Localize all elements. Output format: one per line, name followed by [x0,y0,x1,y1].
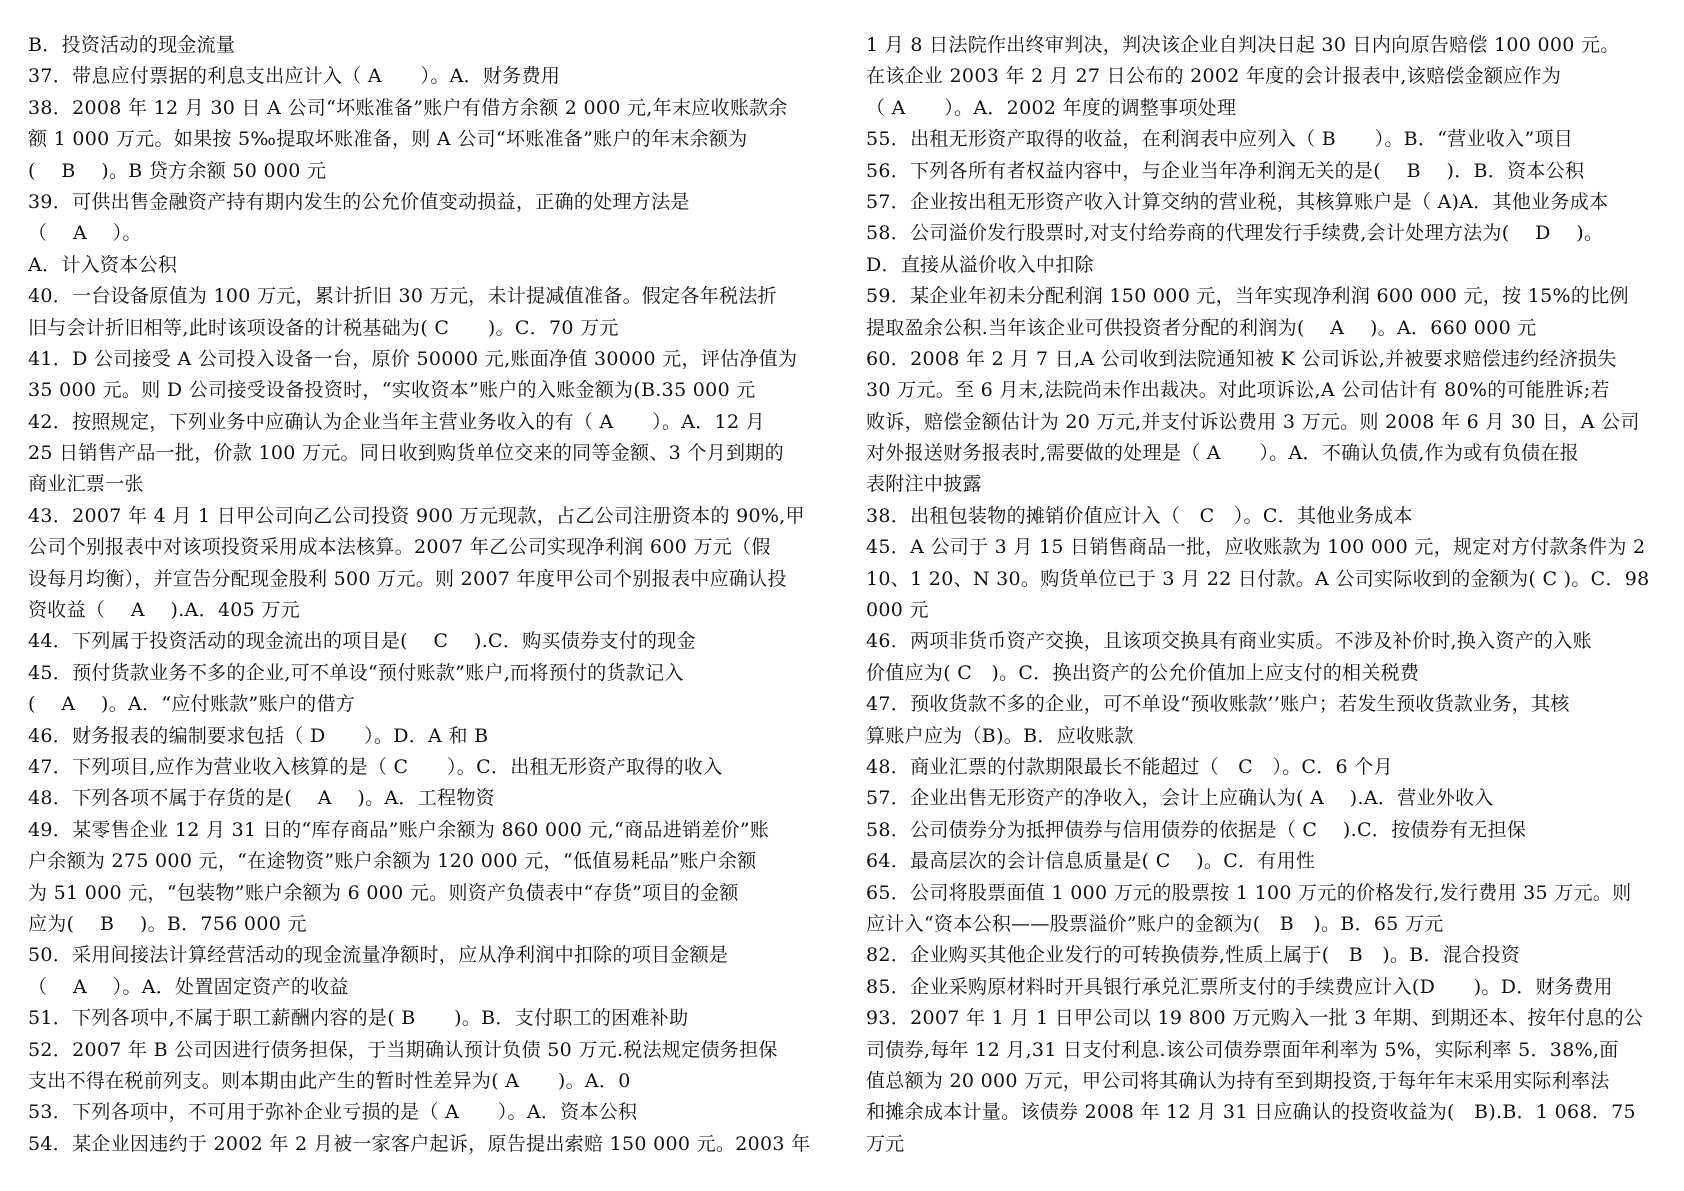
left-text-line: 49．某零售企业 12 月 31 日的“库存商品”账户余额为 860 000 元,“商品进销差价”账 [28,818,770,841]
right-text-line: 55．出租无形资产取得的收益，在利润表中应列入（ B ）。B．“营业收入”项目 [866,128,1574,151]
right-text-line: 47．预收货款不多的企业，可不单设“预收账款’’账户；若发生预收货款业务，其核 [866,693,1570,716]
right-text-line: 58．公司债券分为抵押债券与信用债券的依据是（ C ).C．按债券有无担保 [866,818,1527,841]
right-text-line: 30 万元。至 6 月末,法院尚未作出裁决。对此项诉讼,A 公司估计有 80%的可能胜诉;若 [866,379,1610,402]
left-text-line: 37．带息应付票据的利息支出应计入（ A ）。A．财务费用 [28,65,561,88]
left-text-line: 50．采用间接法计算经营活动的现金流量净额时，应从净利润中扣除的项目金额是 [28,944,729,967]
left-text-line: A．计入资本公积 [28,253,178,276]
right-text-line: 60．2008 年 2 月 7 日,A 公司收到法院通知被 K 公司诉讼,并被要求赔偿违约经济损失 [866,347,1617,370]
left-text-line: 42．按照规定，下列业务中应确认为企业当年主营业务收入的有（ A ）。A．12 月 [28,410,765,433]
left-text-line: 商业汇票一张 [28,473,144,496]
left-text-line: B．投资活动的现金流量 [28,34,236,56]
left-text-line: 40．一台设备原值为 100 万元，累计折旧 30 万元，未计提减值准备。假定各年税法折 [28,285,777,308]
right-column [866,30,1666,1160]
left-text-line: 54．某企业因违约于 2002 年 2 月被一家客户起诉，原告提出索赔 150 000 元。2003 年 [28,1132,811,1155]
right-text-line: 价值应为( C )。C．换出资产的公允价值加上应支付的相关税费 [866,661,1420,684]
left-text-line: 41．D 公司接受 A 公司投入设备一台，原价 50000 元,账面净值 30000 元，评估净值为 [28,347,798,370]
right-text-line: 应计入“资本公积——股票溢价”账户的金额为( B )。B．65 万元 [866,912,1444,935]
left-text-line: 公司个别报表中对该项投资采用成本法核算。2007 年乙公司实现净利润 600 万元（假 [28,536,771,559]
right-text-line: 48．商业汇票的付款期限最长不能超过（ C ）。C．6 个月 [866,755,1393,778]
left-text-line: 47．下列项目,应作为营业收入核算的是（ C ）。C．出租无形资产取得的收入 [28,755,723,778]
left-text-line: 51．下列各项中,不属于职工薪酬内容的是( B )。B．支付职工的困难补助 [28,1007,689,1030]
right-text-line: 对外报送财务报表时,需要做的处理是（ A ）。A．不确认负债,作为或有负债在报 [866,442,1580,465]
right-text-line: D．直接从溢价收入中扣除 [866,253,1094,276]
right-text-line: （ A ）。A．2002 年度的调整事项处理 [866,96,1237,119]
left-text-line: 25 日销售产品一批，价款 100 万元。同日收到购货单位交来的同等金额、3 个月到期的 [28,442,784,465]
left-column [28,30,856,1160]
right-text-line: 败诉，赔偿金额估计为 20 万元,并支付诉讼费用 3 万元。则 2008 年 6 月 30 日，A 公司 [866,410,1640,433]
left-text-line: 52．2007 年 B 公司因进行债务担保，于当期确认预计负债 50 万元.税法规定债务担保 [28,1038,778,1061]
left-text-line: 户余额为 275 000 元，“在途物资”账户余额为 120 000 元，“低值易耗品”账户余额 [28,850,757,873]
right-text-line: 000 元 [866,599,929,622]
left-text-line: 53．下列各项中，不可用于弥补企业亏损的是（ A ）。A．资本公积 [28,1101,638,1124]
right-text-line: 和摊余成本计量。该债券 2008 年 12 月 31 日应确认的投资收益为( B).B．1 068．75 [866,1101,1636,1124]
right-text-line: 1 月 8 日法院作出终审判决，判决该企业自判决日起 30 日内向原告赔偿 100 000 元。 [866,34,1620,56]
right-text-line: 64．最高层次的会计信息质量是( C )。C．有用性 [866,850,1316,873]
right-text-line: 59．某企业年初未分配利润 150 000 元，当年实现净利润 600 000 元，按 15%的比例 [866,285,1629,308]
left-text-line: ( B )。B 贷方余额 50 000 元 [28,159,327,182]
left-text-line: 为 51 000 元，“包装物”账户余额为 6 000 元。则资产负债表中“存货”项目的金额 [28,881,739,904]
right-text-line: 85．企业采购原材料时开具银行承兑汇票所支付的手续费应计入(D )。D．财务费用 [866,975,1613,998]
right-text-line: 表附注中披露 [866,473,982,496]
right-text-line: 值总额为 20 000 万元，甲公司将其确认为持有至到期投资,于每年年末采用实际利率法 [866,1069,1610,1092]
right-text-line: 93．2007 年 1 月 1 日甲公司以 19 800 万元购入一批 3 年期、到期还本、按年付息的公 [866,1007,1644,1030]
left-text-line: （ A ）。 [28,222,142,245]
right-text-line: 82．企业购买其他企业发行的可转换债券,性质上属于( B )。B．混合投资 [866,944,1521,967]
left-text-line: 44．下列属于投资活动的现金流出的项目是( C ).C．购买债券支付的现金 [28,630,696,653]
left-text-line: 额 1 000 万元。如果按 5‰提取坏账准备，则 A 公司“坏账准备”账户的年末余额为 [28,128,748,151]
right-text-line: 57．企业出售无形资产的净收入，会计上应确认为( A ).A．营业外收入 [866,787,1494,810]
right-text-line: 45．A 公司于 3 月 15 日销售商品一批，应收账款为 100 000 元，规定对方付款条件为 2 [866,536,1646,559]
left-text-line: 48．下列各项不属于存货的是( A )。A．工程物资 [28,787,495,810]
right-text-line: 10、1 20、N 30。购货单位已于 3 月 22 日付款。A 公司实际收到的金额为( C )。C．98 [866,567,1650,590]
right-text-line: 司债券,每年 12 月,31 日支付利息.该公司债券票面年利率为 5%，实际利率 5．38%,面 [866,1038,1619,1061]
left-text-line: 资收益（ A ).A．405 万元 [28,599,300,622]
left-text-line: 39．可供出售金融资产持有期内发生的公允价值变动损益，正确的处理方法是 [28,190,690,213]
right-text-line: 在该企业 2003 年 2 月 27 日公布的 2002 年度的会计报表中,该赔偿金额应作为 [866,65,1562,88]
left-text-line: 38．2008 年 12 月 30 日 A 公司“坏账准备”账户有借方余额 2 000 元,年末应收账款余 [28,96,788,119]
left-text-line: ( A )。A．“应付账款”账户的借方 [28,693,356,716]
left-text-line: 43．2007 年 4 月 1 日甲公司向乙公司投资 900 万元现款，占乙公司注册资本的 90%,甲 [28,504,805,527]
left-text-line: （ A ）。A．处置固定资产的收益 [28,975,349,998]
left-text-line: 支出不得在税前列支。则本期由此产生的暂时性差异为( A )。A．0 [28,1069,631,1092]
right-text-line: 57．企业按出租无形资产收入计算交纳的营业税，其核算账户是（ A)A．其他业务成本 [866,190,1609,213]
left-text-line: 45．预付货款业务不多的企业,可不单设“预付账款”账户,而将预付的货款记入 [28,661,684,684]
left-text-line: 35 000 元。则 D 公司接受设备投资时，“实收资本”账户的入账金额为(B.35 000 元 [28,379,756,402]
left-text-line: 设每月均衡），并宣告分配现金股利 500 万元。则 2007 年度甲公司个别报表中应确认投 [28,567,787,590]
left-text-line: 应为( B )。B．756 000 元 [28,912,307,935]
right-text-line: 38．出租包装物的摊销价值应计入（ C ）。C．其他业务成本 [866,504,1413,527]
left-text-line: 46．财务报表的编制要求包括（ D ）。D．A 和 B [28,724,489,747]
right-text-line: 58．公司溢价发行股票时,对支付给券商的代理发行手续费,会计处理方法为( D )。 [866,222,1604,245]
right-text-line: 提取盈余公积.当年该企业可供投资者分配的利润为( A )。A．660 000 元 [866,316,1537,339]
right-text-line: 65．公司将股票面值 1 000 万元的股票按 1 100 万元的价格发行,发行费用 35 万元。则 [866,881,1632,904]
right-text-line: 算账户应为（B)。B．应收账款 [866,724,1134,747]
left-text-line: 旧与会计折旧相等,此时该项设备的计税基础为( C )。C．70 万元 [28,316,619,339]
right-text-line: 46．两项非货币资产交换，且该项交换具有商业实质。不涉及补价时,换入资产的入账 [866,630,1592,653]
right-text-line: 56．下列各所有者权益内容中，与企业当年净利润无关的是( B )．B．资本公积 [866,159,1585,182]
right-text-line: 万元 [866,1132,905,1155]
